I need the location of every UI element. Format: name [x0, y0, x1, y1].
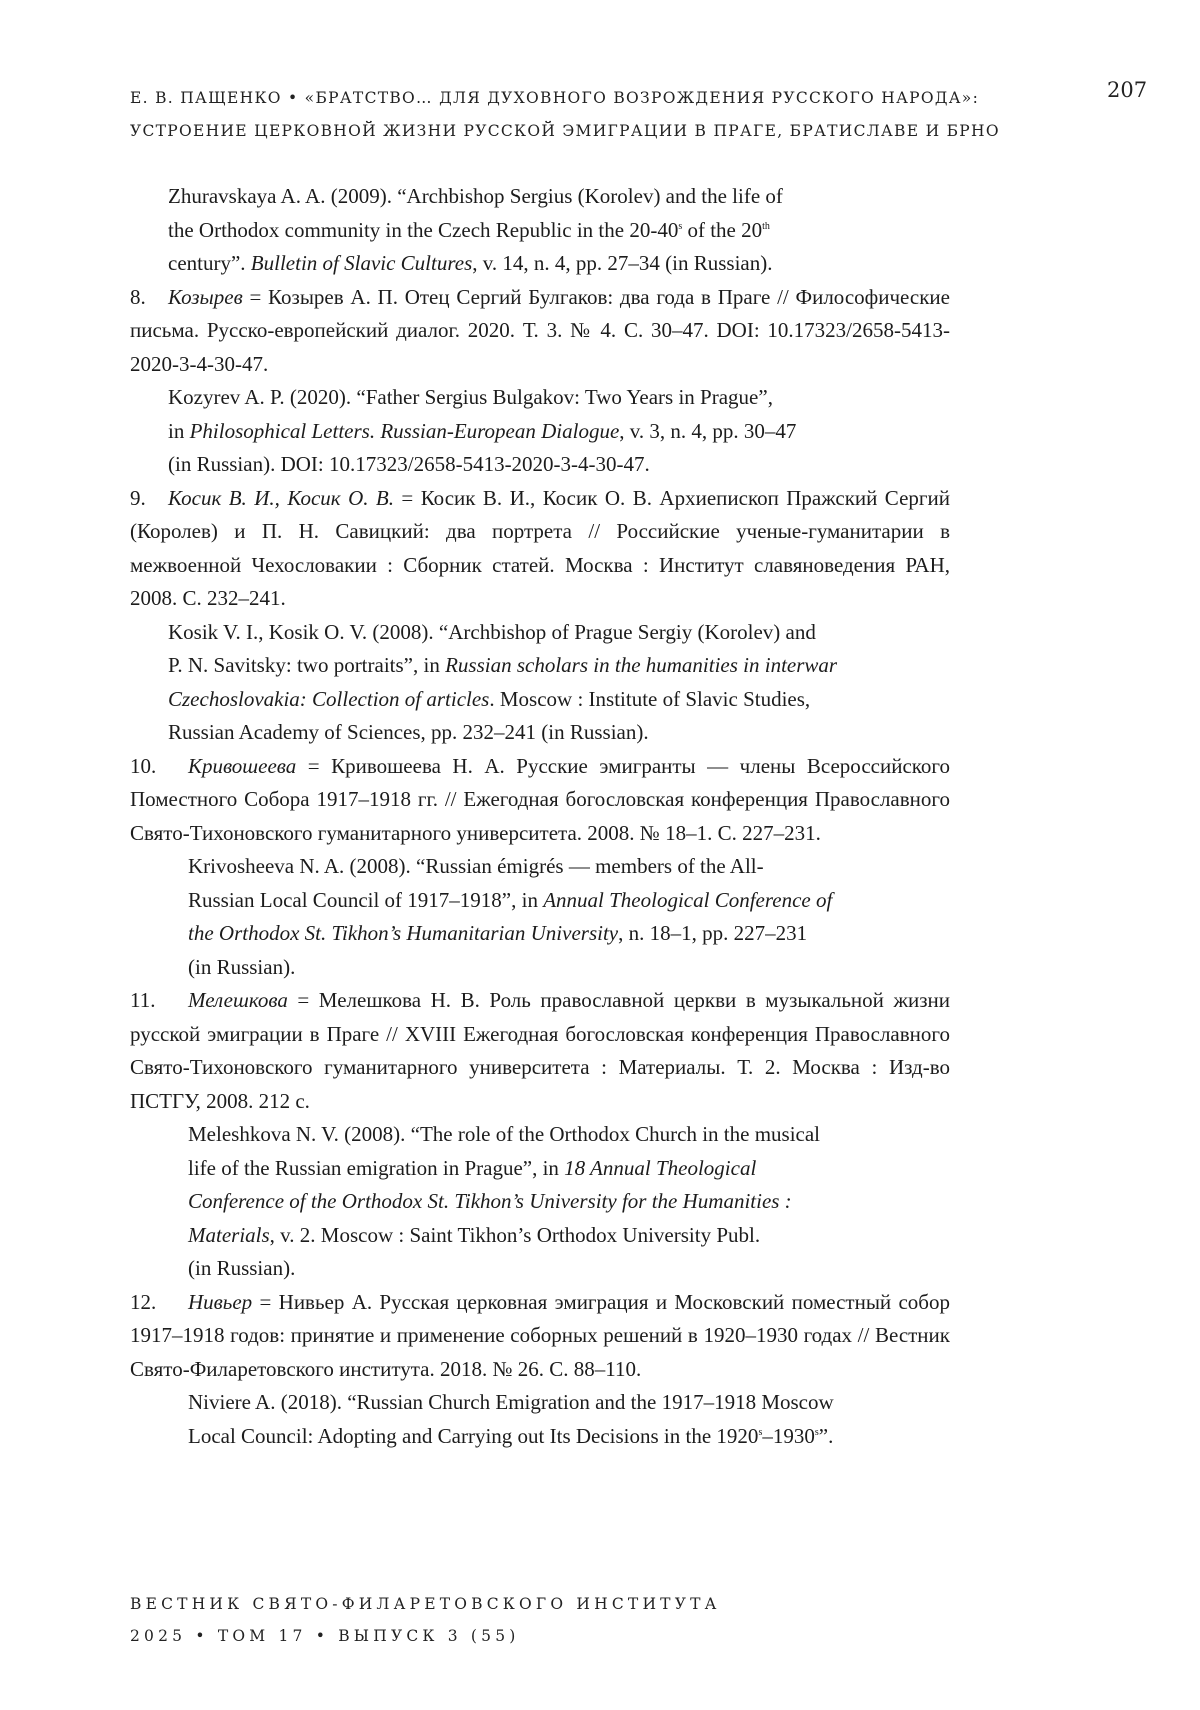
ref-10-en-line-4: (in Russian).	[130, 951, 950, 985]
ref-11-en-line-4: Materials, v. 2. Moscow : Saint Tikhon’s Orthodox University Publ.	[130, 1219, 950, 1253]
ref-9-en-line-3: Czechoslovakia: Collection of articles. Moscow : Institute of Slavic Studies,	[130, 683, 950, 717]
ref-9-en-line-1: Kosik V. I., Kosik O. V. (2008). “Archbishop of Prague Sergiy (Korolev) and	[130, 616, 950, 650]
reference-8	[130, 281, 950, 482]
ref-8-en-line-2: in Philosophical Letters. Russian-European Dialogue, v. 3, n. 4, pp. 30–47	[130, 415, 950, 449]
reference-10	[130, 750, 950, 985]
ref-9-en-line-4: Russian Academy of Sciences, pp. 232–241 (in Russian).	[130, 716, 950, 750]
journal-footer	[130, 1588, 721, 1652]
ref-10-en-line-1: Krivosheeva N. A. (2008). “Russian émigrés — members of the All-	[130, 850, 950, 884]
running-header-line-1: Е. В. ПАЩЕНКО • «БРАТСТВО… ДЛЯ ДУХОВНОГО ВОЗРОЖДЕНИЯ РУССКОГО НАРОДА»:	[130, 82, 1060, 115]
reference-7-continuation	[130, 180, 950, 281]
reference-12	[130, 1286, 950, 1454]
journal-name: ВЕСТНИК СВЯТО-ФИЛАРЕТОВСКОГО ИНСТИТУТА	[130, 1588, 721, 1620]
reference-list	[130, 180, 950, 1453]
issue-info: 2025 • ТОМ 17 • ВЫПУСК 3 (55)	[130, 1620, 721, 1652]
ref-11-en-line-2: life of the Russian emigration in Prague”, in 18 Annual Theological	[130, 1152, 950, 1186]
ref-8-en-line-1: Kozyrev A. P. (2020). “Father Sergius Bulgakov: Two Years in Prague”,	[130, 381, 950, 415]
ref-11-en-line-1: Meleshkova N. V. (2008). “The role of the Orthodox Church in the musical	[130, 1118, 950, 1152]
ref-10-russian: 10. Кривошеева = Кривошеева Н. А. Русские эмигранты — члены Всероссийского Поместного Собора 1917–1918 гг. // Ежегодная богословская конференция Православного Свято-Тихоновского гуманитарного университета. 2008. № 18–1. С. 227–231.	[130, 750, 950, 851]
ref-11-en-line-5: (in Russian).	[130, 1252, 950, 1286]
running-header	[130, 82, 1060, 148]
page-number: 207	[1107, 78, 1147, 102]
ref-7-en-line-3: century”. Bulletin of Slavic Cultures, v. 14, n. 4, pp. 27–34 (in Russian).	[130, 247, 950, 281]
ref-9-en-line-2: P. N. Savitsky: two portraits”, in Russian scholars in the humanities in interwar	[130, 649, 950, 683]
reference-9	[130, 482, 950, 750]
ref-12-en-line-1: Niviere A. (2018). “Russian Church Emigration and the 1917–1918 Moscow	[130, 1386, 950, 1420]
ref-12-en-line-2: Local Council: Adopting and Carrying out Its Decisions in the 1920s–1930s”.	[130, 1420, 950, 1454]
ref-7-en-line-2: the Orthodox community in the Czech Republic in the 20-40s of the 20th	[130, 214, 950, 248]
ref-11-en-line-3: Conference of the Orthodox St. Tikhon’s University for the Humanities :	[130, 1185, 950, 1219]
reference-11	[130, 984, 950, 1286]
running-header-line-2: УСТРОЕНИЕ ЦЕРКОВНОЙ ЖИЗНИ РУССКОЙ ЭМИГРАЦИИ В ПРАГЕ, БРАТИСЛАВЕ И БРНО	[130, 115, 1060, 148]
ref-7-en-line-1: Zhuravskaya A. A. (2009). “Archbishop Sergius (Korolev) and the life of	[130, 180, 950, 214]
ref-8-russian: 8. Козырев = Козырев А. П. Отец Сергий Булгаков: два года в Праге // Философические письма. Русско-европейский диалог. 2020. Т. 3. № 4. С. 30–47. DOI: 10.17323/2658-5413-2020-3-4-30-47.	[130, 281, 950, 382]
ref-11-russian: 11. Мелешкова = Мелешкова Н. В. Роль православной церкви в музыкальной жизни русской эмиграции в Праге // XVIII Ежегодная богословская конференция Православного Свято-Тихоновского гуманитарного университета : Материалы. Т. 2. Москва : Изд-во ПСТГУ, 2008. 212 с.	[130, 984, 950, 1118]
ref-10-en-line-3: the Orthodox St. Tikhon’s Humanitarian University, n. 18–1, pp. 227–231	[130, 917, 950, 951]
ref-9-russian: 9. Косик В. И., Косик О. В. = Косик В. И., Косик О. В. Архиепископ Пражский Сергий (Королев) и П. Н. Савицкий: два портрета // Российские ученые-гуманитарии в межвоенной Чехословакии : Сборник статей. Москва : Институт славяноведения РАН, 2008. С. 232–241.	[130, 482, 950, 616]
ref-10-en-line-2: Russian Local Council of 1917–1918”, in Annual Theological Conference of	[130, 884, 950, 918]
ref-8-en-line-3: (in Russian). DOI: 10.17323/2658-5413-2020-3-4-30-47.	[130, 448, 950, 482]
ref-12-russian: 12. Нивьер = Нивьер А. Русская церковная эмиграция и Московский поместный собор 1917–1918 годов: принятие и применение соборных решений в 1920–1930 годах // Вестник Свято-Филаретовского института. 2018. № 26. С. 88–110.	[130, 1286, 950, 1387]
